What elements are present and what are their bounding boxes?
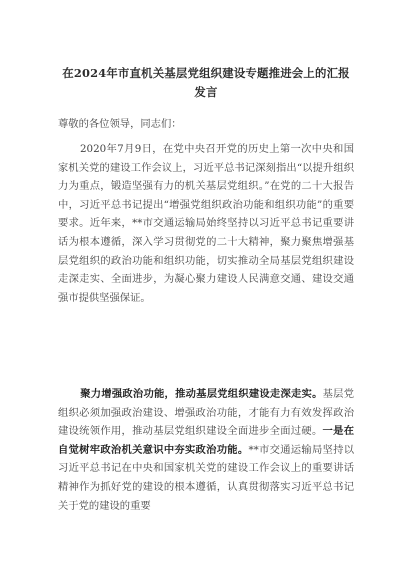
section-tail: **市交通运输局坚持以习近平总书记在中央和国家机关党的建设工作会议上的重要讲话精神作为抓好党的建设的根本遵循，认真贯彻落实习近平总书记关于党的建设的重要 bbox=[58, 443, 354, 512]
paragraph-section-one bbox=[58, 385, 354, 515]
section-body: 基层党组织必须加强政治建设、增强政治功能，才能有力有效发挥政治建设统领作用，推动基层党组织建设全面进步全面过硬。 bbox=[58, 388, 354, 438]
greeting: 尊敬的各位领导，同志们： bbox=[58, 118, 182, 130]
paragraph-intro-text: 2020年7月9日，在党中央召开党的历史上第一次中央和国家机关党的建设工作会议上，习近平总书记深刻指出“以提升组织力为重点，锻造坚强有力的机关基层党组织。”在党的二十大报告中，习近平总书记提出“增强党组织政治功能和组织功能”的重要要求。近年来，**市交通运输局始终坚持以习近平总书记重要讲话为根本遵循，深入学习贯彻党的二十大精神，聚力聚焦增强基层党组织的政治功能和组织功能，切实推动全局基层党组织建设走深走实、全面进步，为凝心聚力建设人民满意交通、建设交通强市提供坚强保证。 bbox=[58, 143, 354, 304]
document-title: 在2024年市直机关基层党组织建设专题推进会上的汇报发言 bbox=[62, 66, 350, 99]
section-subheading: 一是在自觉树牢政治机关意识中夯实政治功能。 bbox=[58, 425, 355, 456]
section-heading: 聚力增强政治功能，推动基层党组织建设走深走实。 bbox=[80, 388, 323, 400]
paragraph-intro bbox=[58, 140, 354, 307]
